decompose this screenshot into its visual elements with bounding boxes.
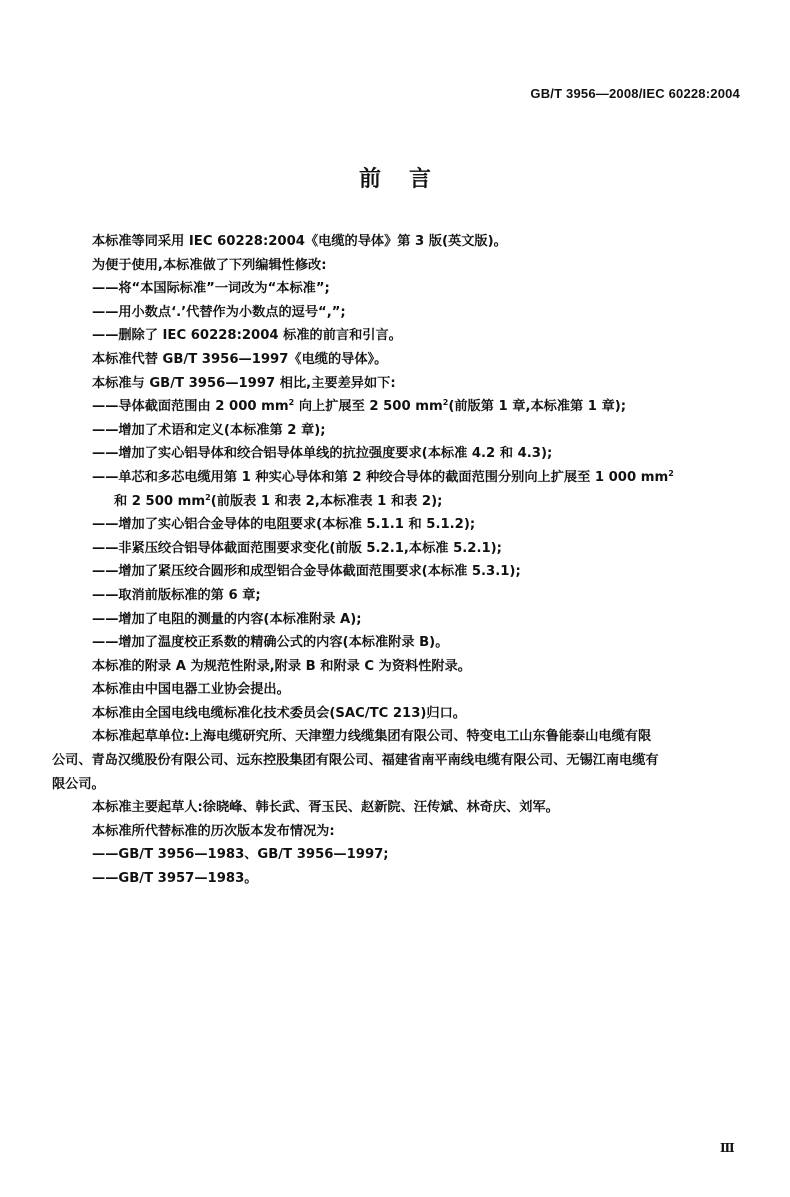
difference-1-part-c: (前版第 1 章,本标准第 1 章); (448, 399, 627, 415)
list-item-difference-7: ——增加了紧压绞合圆形和成型铝合金导体截面范围要求(本标准 5.3.1); (92, 564, 521, 580)
difference-4-part-c: (前版表 1 和表 2,本标准表 1 和表 2); (210, 493, 443, 509)
list-item-difference-2: ——增加了术语和定义(本标准第 2 章); (92, 422, 326, 438)
list-item-difference-4-continued (92, 490, 742, 514)
standard-number: GB/T 3956—2008/IEC 60228:2004 (530, 86, 740, 101)
foreword-body (52, 230, 742, 891)
difference-1-part-b: 向上扩展至 2 500 mm (294, 399, 443, 415)
difference-4-part-b: 和 2 500 mm (114, 493, 206, 509)
paragraph-drafters: 本标准主要起草人:徐晓峰、韩长武、胥玉民、赵新院、汪传斌、林奇庆、刘军。 (92, 800, 559, 816)
list-item-difference-5: ——增加了实心铝合金导体的电阻要求(本标准 5.1.1 和 5.1.2); (92, 517, 476, 533)
paragraph-drafting-units-line-3: 限公司。 (52, 776, 105, 792)
list-item-difference-6: ——非紧压绞合铝导体截面范围要求变化(前版 5.2.1,本标准 5.2.1); (92, 540, 502, 556)
page-number: Ⅲ (720, 1141, 735, 1155)
list-item-difference-4 (92, 466, 742, 490)
superscript: 2 (442, 398, 449, 408)
list-item-difference-3: ——增加了实心铝导体和绞合铝导体单线的抗拉强度要求(本标准 4.2 和 4.3); (92, 446, 553, 462)
page-title: 前言 (358, 167, 459, 192)
list-item-difference-1 (92, 395, 742, 419)
paragraph-history-intro: 本标准所代替标准的历次版本发布情况为: (92, 823, 335, 839)
paragraph-editorial-intro: 为便于使用,本标准做了下列编辑性修改: (92, 257, 327, 273)
list-item-difference-10: ——增加了温度校正系数的精确公式的内容(本标准附录 B)。 (92, 635, 449, 651)
list-item-editorial-1: ——将“本国际标准”一词改为“本标准”; (92, 281, 330, 297)
difference-1-part-a: ——导体截面范围由 2 000 mm (92, 399, 289, 415)
paragraph-replaces: 本标准代替 GB/T 3956—1997《电缆的导体》。 (92, 351, 388, 367)
list-item-history-2: ——GB/T 3957—1983。 (92, 871, 258, 887)
list-item-editorial-3: ——删除了 IEC 60228:2004 标准的前言和引言。 (92, 328, 402, 344)
superscript: 2 (668, 468, 674, 478)
paragraph-annexes: 本标准的附录 A 为规范性附录,附录 B 和附录 C 为资料性附录。 (92, 658, 471, 674)
paragraph-drafting-units-line-2: 公司、青岛汉缆股份有限公司、远东控股集团有限公司、福建省南平南线电缆有限公司、无锡江南电缆有 (52, 753, 659, 769)
list-item-editorial-2: ——用小数点‘.’代替作为小数点的逗号“,”; (92, 304, 346, 320)
superscript: 2 (288, 398, 295, 408)
difference-4-part-a: ——单芯和多芯电缆用第 1 种实心导体和第 2 种绞合导体的截面范围分别向上扩展至 1 000 mm (92, 469, 669, 485)
list-item-history-1: ——GB/T 3956—1983、GB/T 3956—1997; (92, 847, 389, 863)
paragraph-centralized-by: 本标准由全国电线电缆标准化技术委员会(SAC/TC 213)归口。 (92, 705, 466, 721)
paragraph-differences-intro: 本标准与 GB/T 3956—1997 相比,主要差异如下: (92, 375, 396, 391)
list-item-difference-8: ——取消前版标准的第 6 章; (92, 587, 261, 603)
superscript: 2 (205, 492, 211, 502)
list-item-difference-9: ——增加了电阻的测量的内容(本标准附录 A); (92, 611, 362, 627)
paragraph-adoption: 本标准等同采用 IEC 60228:2004《电缆的导体》第 3 版(英文版)。 (92, 234, 507, 249)
paragraph-proposed-by: 本标准由中国电器工业协会提出。 (92, 682, 290, 698)
paragraph-drafting-units-line-1: 本标准起草单位:上海电缆研究所、天津塑力线缆集团有限公司、特变电工山东鲁能泰山电缆有限 (92, 729, 652, 745)
